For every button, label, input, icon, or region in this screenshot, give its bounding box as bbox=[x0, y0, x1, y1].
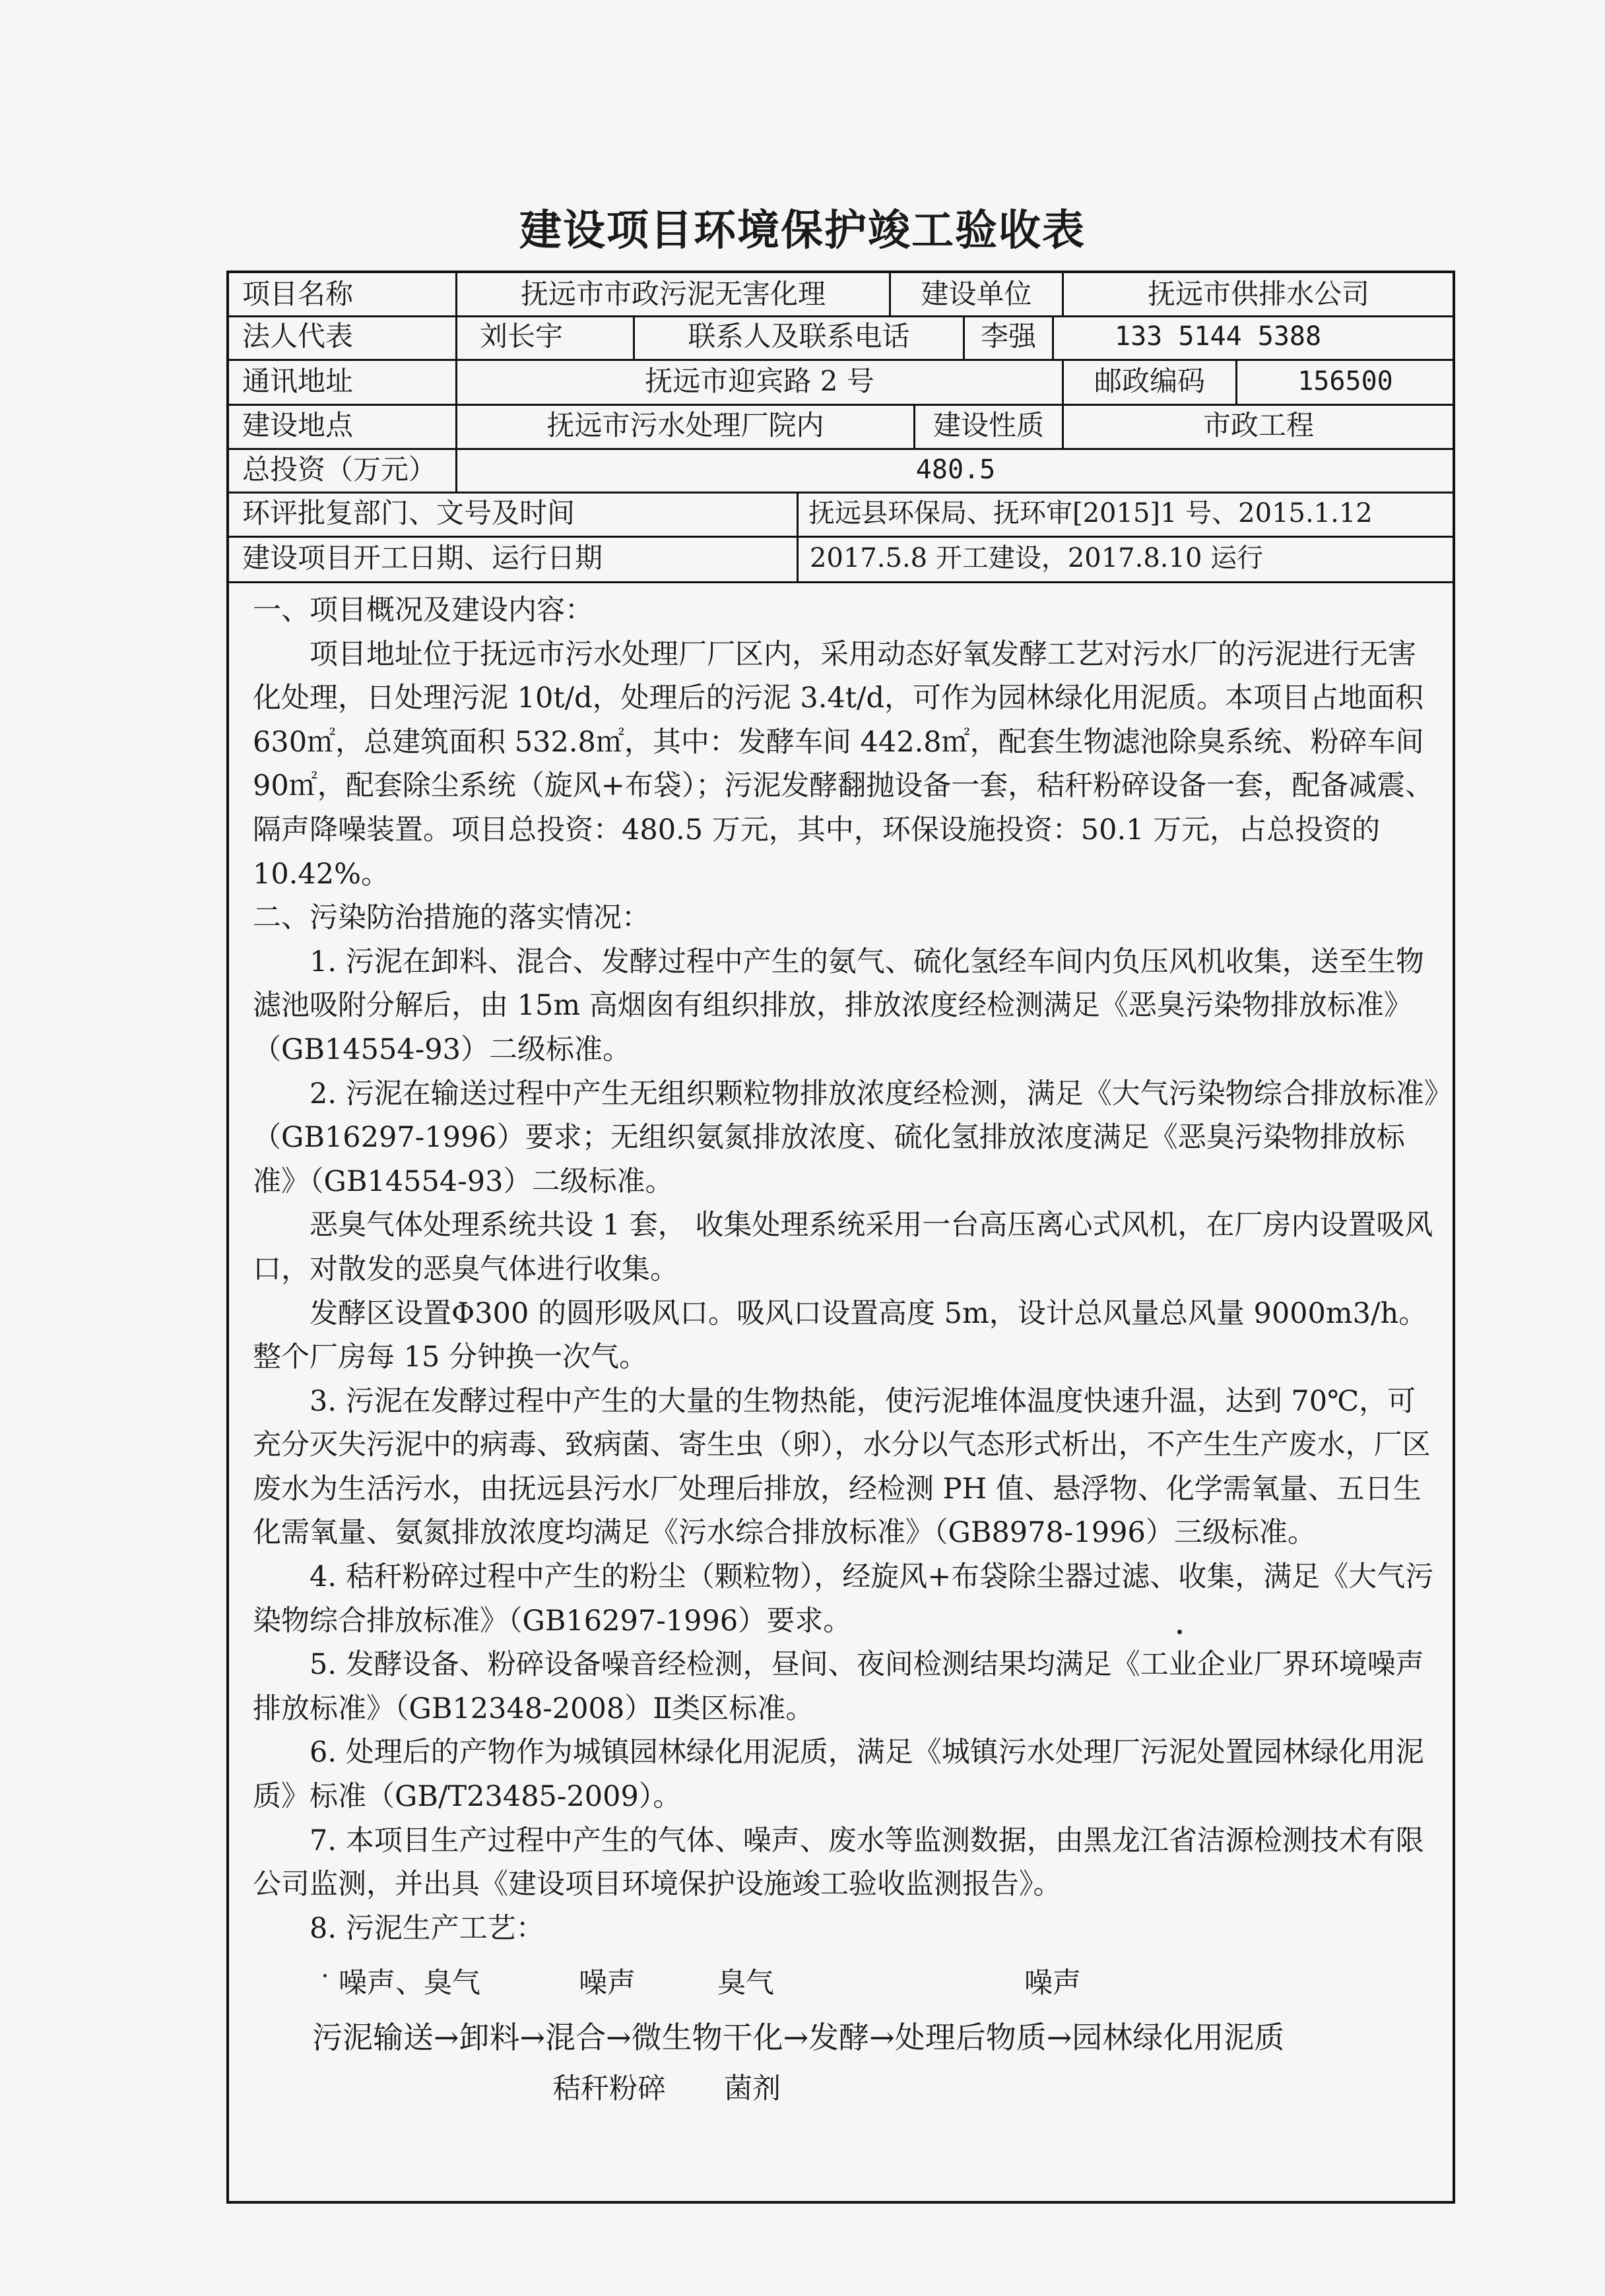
section-heading: 二、污染防治措施的落实情况： bbox=[253, 901, 650, 935]
odor-paragraph: 发酵区设置Φ300 的圆形吸风口。吸风口设置高度 5m，设计总风量总风量 9000m3/h。整个厂房每 15 分钟换一次气。 bbox=[253, 1296, 1427, 1374]
measure-item: 2. 污泥在输送过程中产生无组织颗粒物排放浓度经检测，满足《大气污染物综合排放标准》（GB16297-1996）要求；无组织氨氮排放浓度、硫化氢排放浓度满足《恶臭污染物排放标准》（GB14554-93）二级标准。 bbox=[253, 1077, 1439, 1198]
investment-label: 总投资（万元） bbox=[242, 453, 437, 486]
col-divider bbox=[455, 315, 457, 359]
page-title: 建设项目环境保护竣工验收表 bbox=[519, 207, 1086, 255]
process-annotation: 菌剂 bbox=[724, 2072, 781, 2105]
contact-name: 李强 bbox=[980, 320, 1036, 352]
project-description bbox=[253, 589, 1441, 1950]
eia-label: 环评批复部门、文号及时间 bbox=[242, 497, 575, 529]
process-annotation: 臭气 bbox=[717, 1967, 774, 2000]
row-divider bbox=[229, 581, 1453, 583]
acceptance-form bbox=[226, 271, 1455, 2204]
overview-paragraph: 项目地址位于抚远市污水处理厂厂区内，采用动态好氧发酵工艺对污水厂的污泥进行无害化处理，日处理污泥 10t/d，处理后的污泥 3.4t/d，可作为园林绿化用泥质。本项目占地面积 630㎡，总建筑面积 532.8㎡，其中：发酵车间 442.8㎡，配套生物滤池除臭系统、粉碎车间 90㎡，配套除尘系统（旋风+布袋）；污泥发酵翻抛设备一套，秸秆粉碎设备一套，配备减震、隔声降噪装置。项目总投资：480.5 万元，其中，环保设施投资：50.1 万元，占总投资的 10.42%。 bbox=[253, 637, 1434, 891]
address-label: 通讯地址 bbox=[242, 365, 354, 397]
nature-label: 建设性质 bbox=[933, 409, 1044, 441]
postcode-value: 156500 bbox=[1297, 366, 1393, 397]
legal-rep-label: 法人代表 bbox=[242, 320, 354, 352]
nature-value: 市政工程 bbox=[1202, 409, 1314, 441]
builder-value: 抚远市供排水公司 bbox=[1147, 278, 1369, 310]
contact-label: 联系人及联系电话 bbox=[688, 320, 910, 352]
project-name-label: 项目名称 bbox=[242, 278, 354, 310]
measure-item: 8. 污泥生产工艺： bbox=[310, 1911, 544, 1945]
process-annotation: 噪声 bbox=[579, 1967, 636, 2000]
process-annotation: 秸秆粉碎 bbox=[552, 2072, 666, 2105]
legal-rep-value: 刘长宇 bbox=[480, 320, 564, 352]
process-flow bbox=[229, 1956, 1453, 2167]
project-name-value: 抚远市市政污泥无害化理 bbox=[520, 278, 826, 310]
scan-speck bbox=[323, 1974, 327, 1977]
col-divider bbox=[797, 492, 799, 581]
dates-value: 2017.5.8 开工建设，2017.8.10 运行 bbox=[810, 543, 1264, 573]
process-annotation: 噪声、臭气 bbox=[339, 1967, 480, 2000]
measure-item: 5. 发酵设备、粉碎设备噪音经检测，昼间、夜间检测结果均满足《工业企业厂界环境噪声排放标准》（GB12348-2008）Ⅱ类区标准。 bbox=[253, 1648, 1424, 1725]
scan-speck bbox=[1177, 1630, 1182, 1634]
contact-phone: 133 5144 5388 bbox=[1115, 321, 1322, 352]
measure-item: 7. 本项目生产过程中产生的气体、噪声、废水等监测数据，由黑龙江省洁源检测技术有限公司监测，并出具《建设项目环境保护设施竣工验收监测报告》。 bbox=[253, 1824, 1424, 1901]
address-value: 抚远市迎宾路 2 号 bbox=[645, 365, 874, 397]
col-divider bbox=[1052, 315, 1054, 359]
dates-label: 建设项目开工日期、运行日期 bbox=[242, 542, 603, 574]
eia-value: 抚远县环保局、抚环审[2015]1 号、2015.1.12 bbox=[808, 498, 1373, 528]
measure-item: 6. 处理后的产物作为城镇园林绿化用泥质，满足《城镇污水处理厂污泥处置园林绿化用泥质》标准（GB/T23485-2009）。 bbox=[253, 1736, 1424, 1814]
site-value: 抚远市污水处理厂院内 bbox=[546, 409, 824, 441]
builder-label: 建设单位 bbox=[921, 278, 1032, 310]
measure-item: 4. 秸秆粉碎过程中产生的粉尘（颗粒物），经旋风+布袋除尘器过滤、收集，满足《大气污染物综合排放标准》（GB16297-1996）要求。 bbox=[253, 1560, 1434, 1638]
odor-paragraph: 恶臭气体处理系统共设 1 套， 收集处理系统采用一台高压离心式风机，在厂房内设置吸风口，对散发的恶臭气体进行收集。 bbox=[253, 1209, 1433, 1286]
section-heading: 一、项目概况及建设内容： bbox=[253, 594, 593, 627]
postcode-label: 邮政编码 bbox=[1094, 365, 1205, 397]
process-flow-line: 污泥输送→卸料→混合→微生物干化→发酵→处理后物质→园林绿化用泥质 bbox=[312, 2020, 1285, 2055]
site-label: 建设地点 bbox=[242, 409, 354, 441]
process-annotation: 噪声 bbox=[1024, 1967, 1081, 2000]
measure-item: 3. 污泥在发酵过程中产生的大量的生物热能，使污泥堆体温度快速升温，达到 70℃，可充分灭失污泥中的病毒、致病菌、寄生虫（卵），水分以气态形式析出，不产生生产废水，厂区废水为生活污水，由抚远县污水厂处理后排放，经检测 PH 值、悬浮物、化学需氧量、五日生化需氧量、氨氮排放浓度均满足《污水综合排放标准》（GB8978-1996）三级标准。 bbox=[253, 1384, 1431, 1550]
measure-item: 1. 污泥在卸料、混合、发酵过程中产生的氨气、硫化氢经车间内负压风机收集，送至生物滤池吸附分解后，由 15m 高烟囱有组织排放，排放浓度经检测满足《恶臭污染物排放标准》（GB14554-93）二级标准。 bbox=[253, 945, 1424, 1066]
investment-value: 480.5 bbox=[915, 455, 996, 485]
